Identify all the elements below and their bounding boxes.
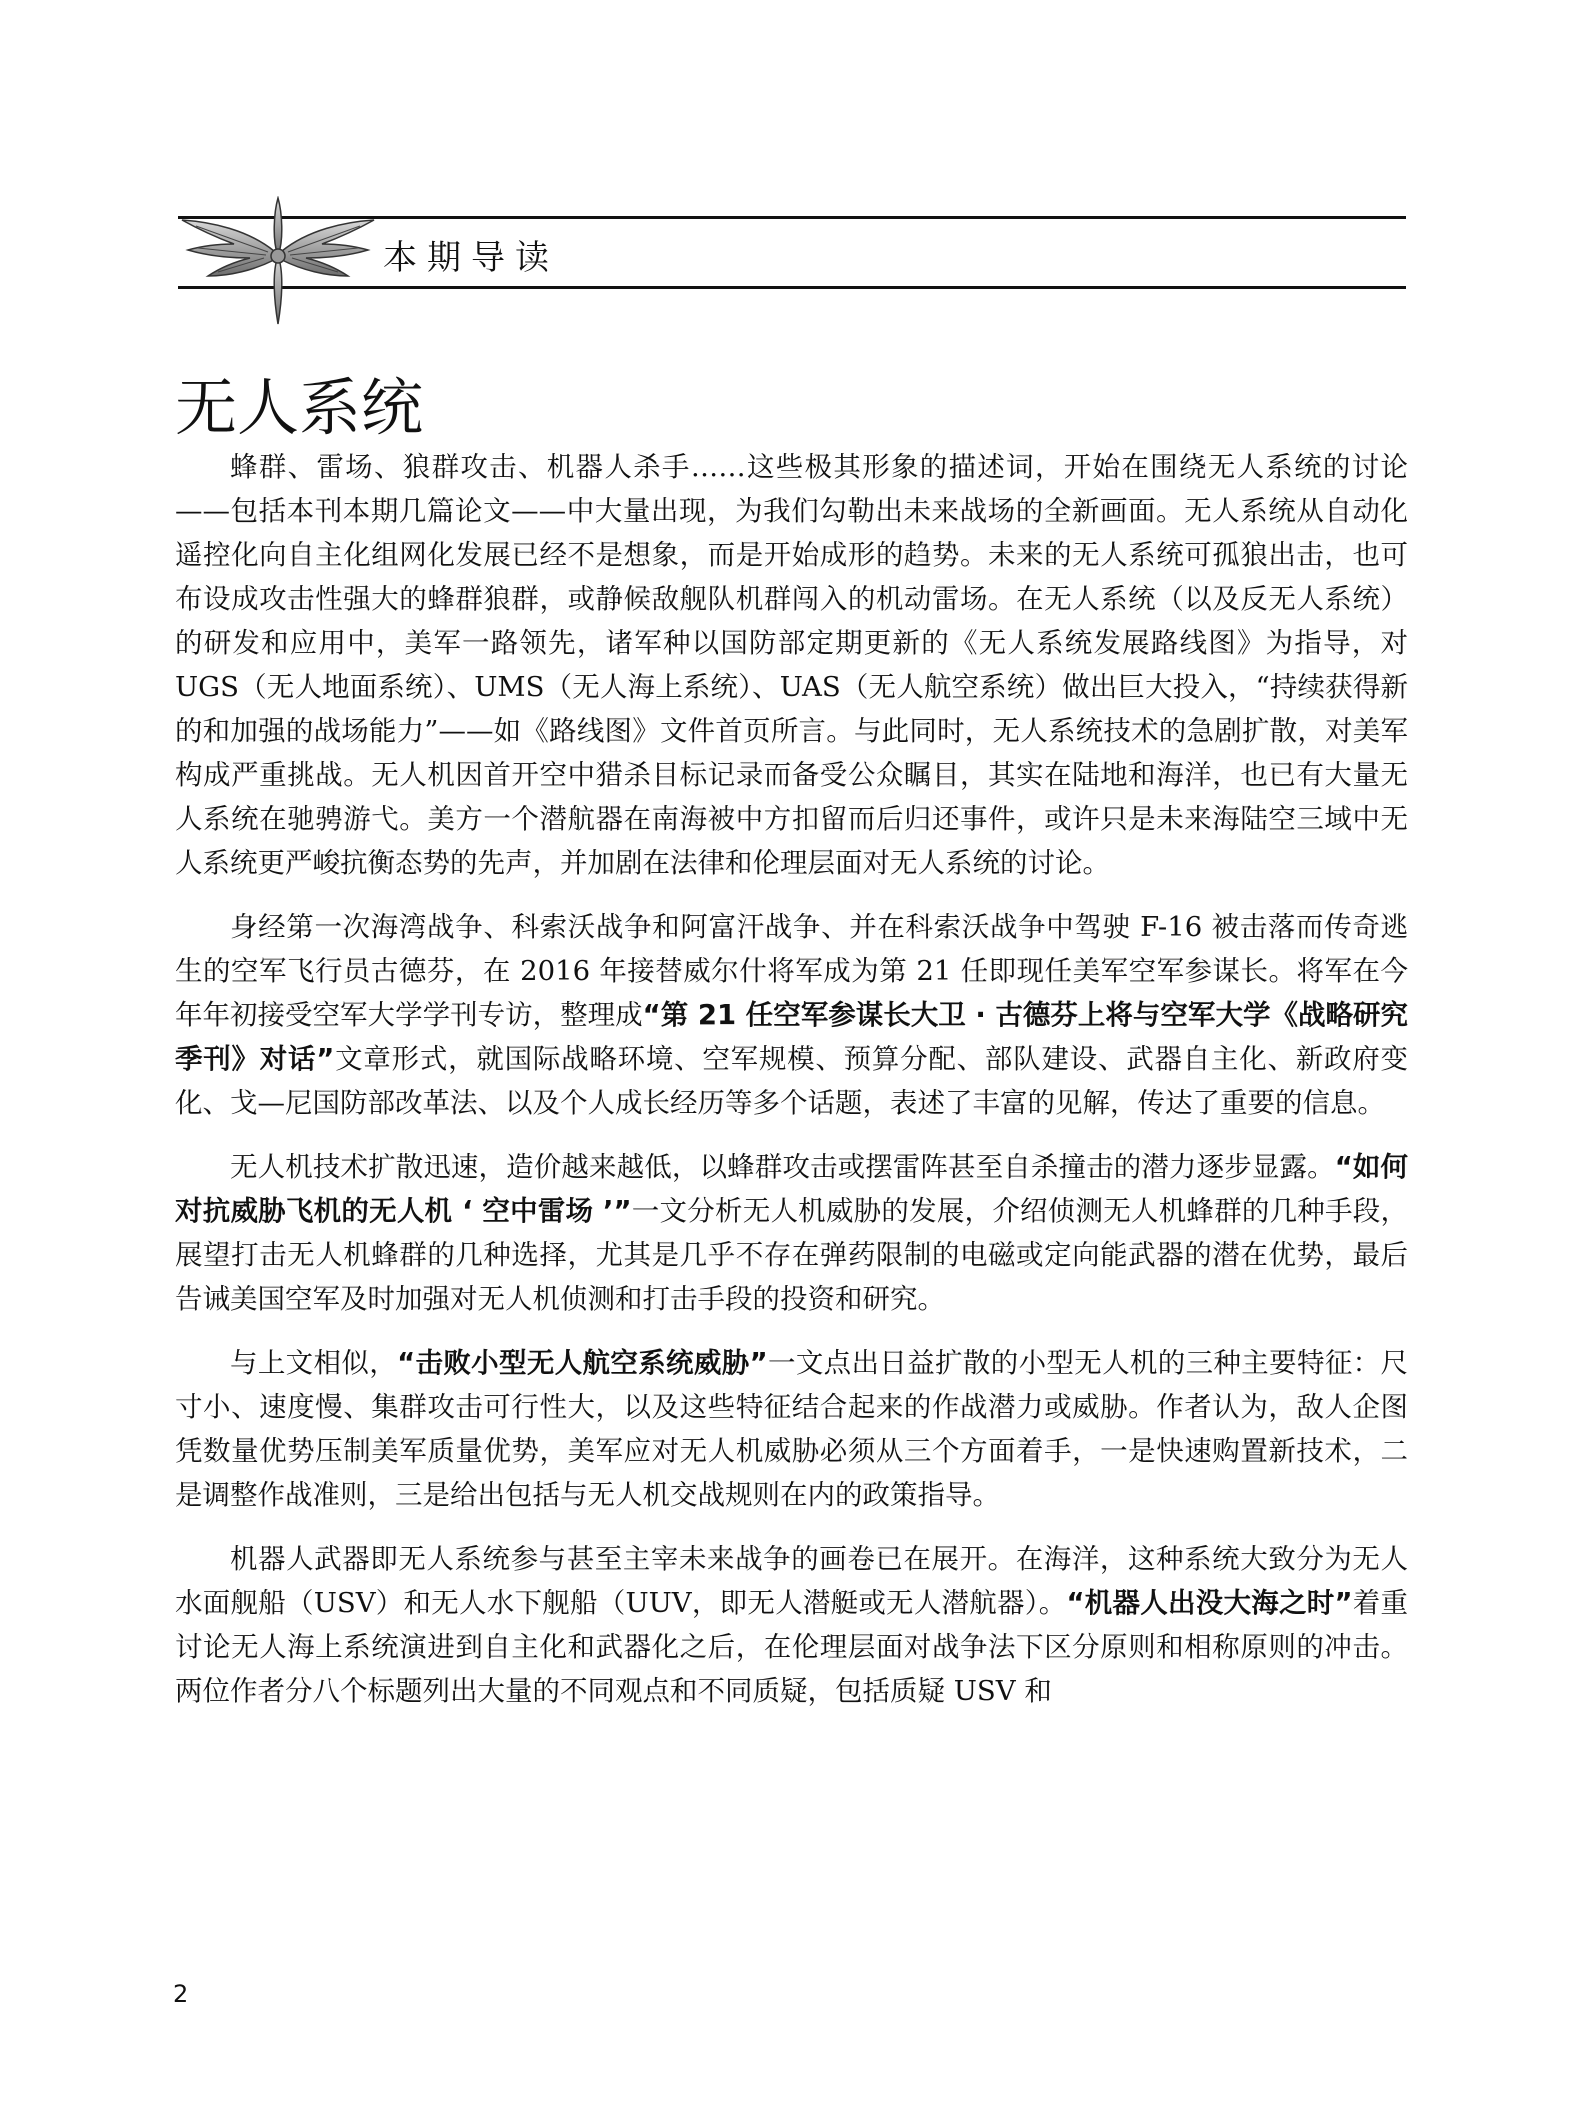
body-paragraph [175,1341,1408,1517]
article-reference-title: “如何对抗威胁飞机的无人机 ‘ 空中雷场 ’” [175,1151,1408,1227]
paragraph-text: 身经第一次海湾战争、科索沃战争和阿富汗战争、并在科索沃战争中驾驶 F-16 被击落而传奇逃生的空军飞行员古德芬，在 2016 年接替威尔什将军成为第 21 任即现任美军空军参谋长。将军在今年年初接受空军大学学刊专访，整理成 [175,911,1408,1031]
paragraph-text: 蜂群、雷场、狼群攻击、机器人杀手……这些极其形象的描述词，开始在围绕无人系统的讨论——包括本刊本期几篇论文——中大量出现，为我们勾勒出未来战场的全新画面。无人系统从自动化遥控化向自主化组网化发展已经不是想象，而是开始成形的趋势。未来的无人系统可孤狼出击，也可布设成攻击性强大的蜂群狼群，或静候敌舰队机群闯入的机动雷场。在无人系统（以及反无人系统）的研发和应用中，美军一路领先，诸军种以国防部定期更新的《无人系统发展路线图》为指导，对 UGS（无人地面系统）、UMS（无人海上系统）、UAS（无人航空系统）做出巨大投入，“持续获得新的和加强的战场能力”——如《路线图》文件首页所言。与此同时，无人系统技术的急剧扩散，对美军构成严重挑战。无人机因首开空中猎杀目标记录而备受公众瞩目，其实在陆地和海洋，也已有大量无人系统在驰骋游弋。美方一个潜航器在南海被中方扣留而后归还事件，或许只是未来海陆空三域中无人系统更严峻抗衡态势的先声，并加剧在法律和伦理层面对无人系统的讨论。 [175,451,1408,879]
paragraph-text: 一文点出日益扩散的小型无人机的三种主要特征：尺寸小、速度慢、集群攻击可行性大，以及这些特征结合起来的作战潜力或威胁。作者认为，敌人企图凭数量优势压制美军质量优势，美军应对无人机威胁必须从三个方面着手，一是快速购置新技术，二是调整作战准则，三是给出包括与无人机交战规则在内的政策指导。 [175,1347,1409,1511]
section-label: 本期导读 [383,238,559,278]
wings-and-propeller-icon [178,196,378,326]
article-reference-title: “机器人出没大海之时” [1066,1587,1353,1619]
body-paragraph [175,445,1408,885]
page-number: 2 [173,1980,189,2008]
article-reference-title: “第 21 任空军参谋长大卫 · 古德芬上将与空军大学《战略研究季刊》对话” [175,999,1408,1075]
paragraph-text: 与上文相似， [230,1347,398,1379]
section-header [178,196,1406,296]
article-title: 无人系统 [175,371,424,444]
paragraph-text: 无人机技术扩散迅速，造价越来越低，以蜂群攻击或摆雷阵甚至自杀撞击的潜力逐步显露。 [230,1151,1335,1183]
body-paragraph [175,1145,1408,1321]
article-reference-title: “击败小型无人航空系统威胁” [397,1347,768,1379]
paragraph-text: 着重讨论无人海上系统演进到自主化和武器化之后，在伦理层面对战争法下区分原则和相称原则的冲击。两位作者分八个标题列出大量的不同观点和不同质疑，包括质疑 USV 和 [175,1587,1408,1707]
paragraph-text: 文章形式，就国际战略环境、空军规模、预算分配、部队建设、武器自主化、新政府变化、戈—尼国防部改革法、以及个人成长经历等多个话题，表述了丰富的见解，传达了重要的信息。 [175,1043,1408,1119]
paragraph-text: 一文分析无人机威胁的发展，介绍侦测无人机蜂群的几种手段，展望打击无人机蜂群的几种选择，尤其是几乎不存在弹药限制的电磁或定向能武器的潜在优势，最后告诫美国空军及时加强对无人机侦测和打击手段的投资和研究。 [175,1195,1408,1315]
body-paragraph [175,905,1408,1125]
body-paragraph [175,1537,1408,1713]
article-body [175,445,1408,1733]
paragraph-text: 机器人武器即无人系统参与甚至主宰未来战争的画卷已在展开。在海洋，这种系统大致分为无人水面舰船（USV）和无人水下舰船（UUV，即无人潜艇或无人潜航器）。 [175,1543,1408,1619]
